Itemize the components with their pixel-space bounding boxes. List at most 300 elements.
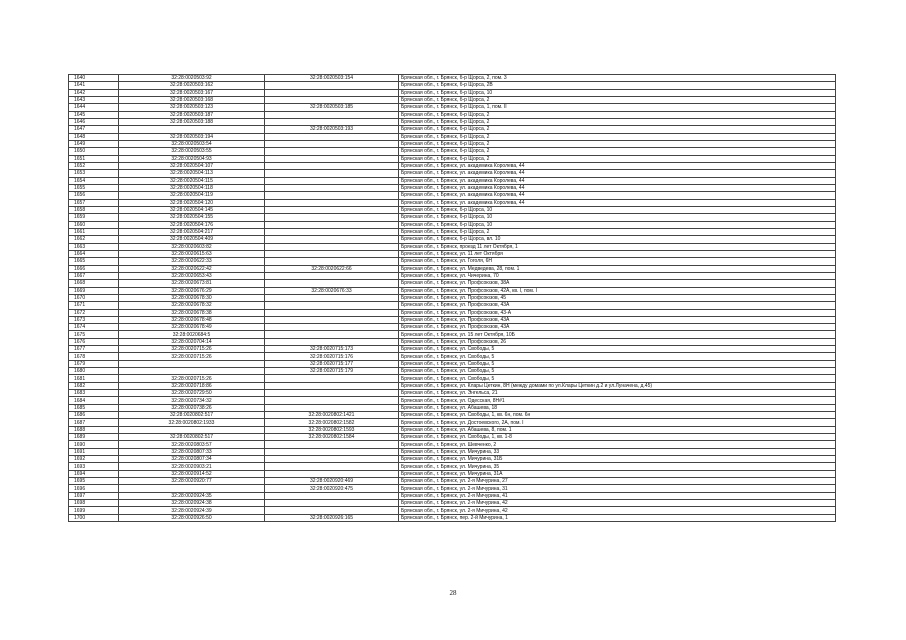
address-cell: Брянская обл., г. Брянск, ул. академика Королева, 44 [399,170,836,177]
related-cadastral-number-cell [265,331,399,338]
row-number-cell: 1678 [69,353,119,360]
cadastral-number-cell: 32:28:0020504:155 [119,214,265,221]
cadastral-number-cell: 32:28:0020603:82 [119,243,265,250]
table-row [69,412,836,419]
address-cell: Брянская обл., г. Брянск, ул. Профсоюзов, 43-А [399,309,836,316]
address-cell: Брянская обл., г. Брянск, пер. 2-й Мичурина, 1 [399,514,836,521]
related-cadastral-number-cell [265,111,399,118]
cadastral-number-cell: 32:28:0020903:21 [119,463,265,470]
address-cell: Брянская обл., г. Брянск, ул. академика Королева, 44 [399,184,836,191]
row-number-cell: 1699 [69,507,119,514]
related-cadastral-number-cell [265,243,399,250]
cadastral-number-cell: 32:28:0020678:49 [119,324,265,331]
address-cell: Брянская обл., г. Брянск, б-р Щорса, 2 [399,118,836,125]
cadastral-number-cell: 32:28:0020678:38 [119,309,265,316]
address-cell: Брянская обл., г. Брянск, ул. Свободы, 5 [399,375,836,382]
table-row [69,485,836,492]
cadastral-number-cell: 32:28:0020678:30 [119,294,265,301]
table-row [69,104,836,111]
cadastral-number-cell: 32:28:0020718:86 [119,382,265,389]
table-row [69,126,836,133]
cadastral-number-cell: 32:28:0020622:42 [119,265,265,272]
address-cell: Брянская обл., г. Брянск, ул. Свободы, 1, кв. 6н, пом. 6н [399,412,836,419]
address-cell: Брянская обл., г. Брянск, ул. академика Королева, 44 [399,192,836,199]
row-number-cell: 1643 [69,96,119,103]
address-cell: Брянская обл., г. Брянск, б-р Щорса, вл. 10 [399,236,836,243]
table-row [69,96,836,103]
row-number-cell: 1692 [69,456,119,463]
address-cell: Брянская обл., г. Брянск, ул. 2-я Мичурина, 42 [399,500,836,507]
cadastral-number-cell: 32:28:0020734:32 [119,397,265,404]
row-number-cell: 1698 [69,500,119,507]
related-cadastral-number-cell [265,463,399,470]
address-cell: Брянская обл., г. Брянск, б-р Щорса, 10 [399,221,836,228]
cadastral-number-cell: 32:28:0020504:118 [119,184,265,191]
related-cadastral-number-cell [265,89,399,96]
address-cell: Брянская обл., г. Брянск, б-р Щорса, 10 [399,214,836,221]
row-number-cell: 1674 [69,324,119,331]
related-cadastral-number-cell [265,492,399,499]
table-row [69,221,836,228]
address-cell: Брянская обл., г. Брянск, ул. Чичерина, 70 [399,272,836,279]
address-cell: Брянская обл., г. Брянск, ул. Энгельса, 21 [399,390,836,397]
cadastral-number-cell: 32:28:0020684:5 [119,331,265,338]
table-row [69,155,836,162]
table-row [69,324,836,331]
address-cell: Брянская обл., г. Брянск, б-р Щорса, 2 [399,96,836,103]
row-number-cell: 1676 [69,338,119,345]
row-number-cell: 1675 [69,331,119,338]
address-cell: Брянская обл., г. Брянск, ул. Профсоюзов, 43А [399,324,836,331]
row-number-cell: 1659 [69,214,119,221]
address-cell: Брянская обл., г. Брянск, ул. академика Королева, 44 [399,162,836,169]
related-cadastral-number-cell [265,236,399,243]
address-cell: Брянская обл., г. Брянск, ул. Достоевского, 2А, пом. I [399,419,836,426]
address-cell: Брянская обл., г. Брянск, б-р Щорса, 2 [399,155,836,162]
row-number-cell: 1672 [69,309,119,316]
cadastral-number-cell: 32:28:0020622:33 [119,258,265,265]
related-cadastral-number-cell [265,294,399,301]
table-row [69,177,836,184]
table-row [69,382,836,389]
related-cadastral-number-cell [265,155,399,162]
related-cadastral-number-cell [265,338,399,345]
address-cell: Брянская обл., г. Брянск, ул. Свободы, 5 [399,360,836,367]
cadastral-number-cell: 32:28:0020504:217 [119,228,265,235]
cadastral-number-cell: 32:28:0020678:48 [119,316,265,323]
related-cadastral-number-cell [265,96,399,103]
related-cadastral-number-cell: 32:28:0020920:475 [265,485,399,492]
related-cadastral-number-cell [265,148,399,155]
address-cell: Брянская обл., г. Брянск, ул. 11 лет Октября [399,250,836,257]
related-cadastral-number-cell [265,184,399,191]
table-row [69,353,836,360]
row-number-cell: 1685 [69,404,119,411]
table-row [69,368,836,375]
cadastral-number-cell [119,368,265,375]
address-cell: Брянская обл., г. Брянск, проезд 11 лет Октября, 1 [399,243,836,250]
address-cell: Брянская обл., г. Брянск, ул. Абашева, 8, пом. 1 [399,426,836,433]
table-row [69,302,836,309]
table-row [69,148,836,155]
address-cell: Брянская обл., г. Брянск, б-р Щорса, 2 [399,140,836,147]
related-cadastral-number-cell: 32:28:0020715:179 [265,368,399,375]
page-number: 28 [449,589,457,597]
table-row [69,82,836,89]
cadastral-number-cell: 32:28:0020503:123 [119,104,265,111]
row-number-cell: 1681 [69,375,119,382]
cadastral-number-cell: 32:28:0020803:57 [119,441,265,448]
cadastral-number-cell: 32:28:0020673:81 [119,280,265,287]
table-row [69,397,836,404]
table-row [69,463,836,470]
address-cell: Брянская обл., г. Брянск, ул. Мичурина, 31Б [399,456,836,463]
row-number-cell: 1652 [69,162,119,169]
address-cell: Брянская обл., г. Брянск, ул. Гоголя, 6Н [399,258,836,265]
cadastral-number-cell: 32:28:0020504:115 [119,177,265,184]
address-cell: Брянская обл., г. Брянск, ул. 15 лет Октября, 10Б [399,331,836,338]
table-row [69,448,836,455]
related-cadastral-number-cell [265,250,399,257]
related-cadastral-number-cell: 32:28:0020926:165 [265,514,399,521]
related-cadastral-number-cell: 32:28:0020715:177 [265,360,399,367]
cadastral-number-cell: 32:28:0020504:119 [119,192,265,199]
cadastral-number-cell: 32:28:0020504:176 [119,221,265,228]
related-cadastral-number-cell: 32:28:0020920:469 [265,478,399,485]
row-number-cell: 1644 [69,104,119,111]
row-number-cell: 1654 [69,177,119,184]
cadastral-number-cell: 32:28:0020802:517 [119,412,265,419]
related-cadastral-number-cell [265,390,399,397]
address-cell: Брянская обл., г. Брянск, ул. Профсоюзов, 45 [399,294,836,301]
table-row [69,199,836,206]
related-cadastral-number-cell [265,316,399,323]
table-row [69,507,836,514]
cadastral-number-cell: 32:28:0020924:39 [119,507,265,514]
related-cadastral-number-cell [265,272,399,279]
table-row [69,492,836,499]
row-number-cell: 1653 [69,170,119,177]
table-row [69,419,836,426]
related-cadastral-number-cell: 32:28:0020676:33 [265,287,399,294]
related-cadastral-number-cell [265,397,399,404]
row-number-cell: 1695 [69,478,119,485]
table-row [69,75,836,82]
cadastral-number-cell: 32:28:0020503:168 [119,96,265,103]
cadastral-number-cell: 32:28:0020807:34 [119,456,265,463]
cadastral-number-cell [119,360,265,367]
table-row [69,404,836,411]
cadastral-number-cell: 32:28:0020503:162 [119,82,265,89]
row-number-cell: 1641 [69,82,119,89]
row-number-cell: 1657 [69,199,119,206]
table-row [69,426,836,433]
row-number-cell: 1660 [69,221,119,228]
row-number-cell: 1640 [69,75,119,82]
table-row [69,250,836,257]
related-cadastral-number-cell: 32:28:0020802:1421 [265,412,399,419]
address-cell: Брянская обл., г. Брянск, ул. Свободы, 5 [399,353,836,360]
row-number-cell: 1694 [69,470,119,477]
table-row [69,206,836,213]
cadastral-number-cell: 32:28:0020715:26 [119,375,265,382]
row-number-cell: 1666 [69,265,119,272]
address-cell: Брянская обл., г. Брянск, ул. Шевченко, 2 [399,441,836,448]
cadastral-number-cell: 32:28:0020503:54 [119,140,265,147]
address-cell: Брянская обл., г. Брянск, ул. Абашева, 18 [399,404,836,411]
cadastral-number-cell: 32:28:0020802:517 [119,434,265,441]
related-cadastral-number-cell [265,470,399,477]
address-cell: Брянская обл., г. Брянск, б-р Щорса, 10 [399,206,836,213]
related-cadastral-number-cell [265,324,399,331]
related-cadastral-number-cell [265,199,399,206]
address-cell: Брянская обл., г. Брянск, б-р Щорса, 2, пом. 3 [399,75,836,82]
row-number-cell: 1651 [69,155,119,162]
row-number-cell: 1689 [69,434,119,441]
table-row [69,346,836,353]
cadastral-number-cell: 32:28:0020503:194 [119,133,265,140]
related-cadastral-number-cell [265,170,399,177]
cadastral-number-cell: 32:28:0020920:77 [119,478,265,485]
row-number-cell: 1664 [69,250,119,257]
address-cell: Брянская обл., г. Брянск, ул. 2-я Мичурина, 42 [399,507,836,514]
table-row [69,441,836,448]
related-cadastral-number-cell: 32:28:0020503:154 [265,75,399,82]
address-cell: Брянская обл., г. Брянск, б-р Щорса, 2 [399,228,836,235]
table-row [69,456,836,463]
address-cell: Брянская обл., г. Брянск, ул. Клары Цеткин, 8Н (между домами по ул.Клары Цеткин д.2 и ул.Луначена, д.45) [399,382,836,389]
cadastral-number-cell: 32:28:0020715:26 [119,346,265,353]
cadastral-number-cell: 32:28:0020924:38 [119,500,265,507]
related-cadastral-number-cell [265,456,399,463]
related-cadastral-number-cell: 32:28:0020802:1582 [265,419,399,426]
cadastral-number-cell: 32:28:0020615:63 [119,250,265,257]
related-cadastral-number-cell: 32:28:0020622:66 [265,265,399,272]
cadastral-number-cell: 32:28:0020807:33 [119,448,265,455]
row-number-cell: 1645 [69,111,119,118]
related-cadastral-number-cell [265,228,399,235]
related-cadastral-number-cell: 32:28:0020503:185 [265,104,399,111]
cadastral-number-cell: 32:28:0020738:26 [119,404,265,411]
address-cell: Брянская обл., г. Брянск, ул. 2-я Мичурина, 27 [399,478,836,485]
table-row [69,338,836,345]
address-cell: Брянская обл., г. Брянск, ул. Медведева, 28, пом. 1 [399,265,836,272]
row-number-cell: 1682 [69,382,119,389]
related-cadastral-number-cell: 32:28:0020802:1584 [265,434,399,441]
address-cell: Брянская обл., г. Брянск, ул. Профсоюзов, 43А [399,302,836,309]
address-cell: Брянская обл., г. Брянск, ул. Мичурина, 33 [399,448,836,455]
row-number-cell: 1665 [69,258,119,265]
cadastral-number-cell: 32:28:0020676:29 [119,287,265,294]
related-cadastral-number-cell [265,221,399,228]
address-cell: Брянская обл., г. Брянск, ул. 2-я Мичурина, 31 [399,485,836,492]
table-row [69,89,836,96]
table-row [69,162,836,169]
row-number-cell: 1688 [69,426,119,433]
row-number-cell: 1677 [69,346,119,353]
row-number-cell: 1647 [69,126,119,133]
address-cell: Брянская обл., г. Брянск, б-р Щорса, 10 [399,89,836,96]
row-number-cell: 1696 [69,485,119,492]
registry-table-body [69,75,836,522]
related-cadastral-number-cell [265,404,399,411]
row-number-cell: 1656 [69,192,119,199]
table-row [69,111,836,118]
cadastral-number-cell: 32:28:0020504:93 [119,155,265,162]
related-cadastral-number-cell [265,140,399,147]
cadastral-number-cell: 32:28:0020504:113 [119,170,265,177]
table-row [69,133,836,140]
table-row [69,272,836,279]
address-cell: Брянская обл., г. Брянск, ул. Мичурина, 35 [399,463,836,470]
table-row [69,140,836,147]
cadastral-number-cell: 32:28:0020653:43 [119,272,265,279]
related-cadastral-number-cell [265,82,399,89]
row-number-cell: 1655 [69,184,119,191]
cadastral-number-cell: 32:28:0020715:26 [119,353,265,360]
related-cadastral-number-cell [265,309,399,316]
cadastral-number-cell: 32:28:0020914:52 [119,470,265,477]
row-number-cell: 1658 [69,206,119,213]
row-number-cell: 1683 [69,390,119,397]
row-number-cell: 1693 [69,463,119,470]
row-number-cell: 1668 [69,280,119,287]
address-cell: Брянская обл., г. Брянск, б-р Щорса, 1, пом. II [399,104,836,111]
row-number-cell: 1671 [69,302,119,309]
related-cadastral-number-cell [265,280,399,287]
table-row [69,192,836,199]
row-number-cell: 1690 [69,441,119,448]
address-cell: Брянская обл., г. Брянск, б-р Щорса, 2 [399,111,836,118]
related-cadastral-number-cell [265,302,399,309]
address-cell: Брянская обл., г. Брянск, ул. академика Королева, 44 [399,199,836,206]
table-row [69,316,836,323]
address-cell: Брянская обл., г. Брянск, ул. Профсоюзов, 42А, кв. I, пом. I [399,287,836,294]
cadastral-number-cell: 32:28:0020504:120 [119,199,265,206]
related-cadastral-number-cell [265,500,399,507]
address-cell: Брянская обл., г. Брянск, ул. Профсоюзов, 26 [399,338,836,345]
related-cadastral-number-cell: 32:28:0020802:1593 [265,426,399,433]
address-cell: Брянская обл., г. Брянск, ул. Одесская, 8Н#1 [399,397,836,404]
cadastral-number-cell: 32:28:0020924:35 [119,492,265,499]
row-number-cell: 1700 [69,514,119,521]
cadastral-number-cell: 32:28:0020503:187 [119,111,265,118]
row-number-cell: 1662 [69,236,119,243]
table-row [69,258,836,265]
cadastral-number-cell: 32:28:0020704:14 [119,338,265,345]
table-row [69,331,836,338]
row-number-cell: 1687 [69,419,119,426]
row-number-cell: 1646 [69,118,119,125]
table-row [69,228,836,235]
table-row [69,478,836,485]
table-row [69,390,836,397]
row-number-cell: 1669 [69,287,119,294]
cadastral-number-cell: 32:28:0020678:32 [119,302,265,309]
related-cadastral-number-cell [265,177,399,184]
address-cell: Брянская обл., г. Брянск, ул. Свободы, 5 [399,368,836,375]
related-cadastral-number-cell [265,507,399,514]
cadastral-number-cell: 32:28:0020504:107 [119,162,265,169]
row-number-cell: 1673 [69,316,119,323]
row-number-cell: 1691 [69,448,119,455]
address-cell: Брянская обл., г. Брянск, ул. 2-я Мичурина, 41 [399,492,836,499]
address-cell: Брянская обл., г. Брянск, ул. Профсоюзов, 38А [399,280,836,287]
table-row [69,265,836,272]
related-cadastral-number-cell [265,206,399,213]
cadastral-number-cell: 32:28:0020503:167 [119,89,265,96]
related-cadastral-number-cell [265,214,399,221]
registry-table [68,74,836,522]
row-number-cell: 1661 [69,228,119,235]
address-cell: Брянская обл., г. Брянск, ул. Свободы, 5 [399,346,836,353]
related-cadastral-number-cell: 32:28:0020715:173 [265,346,399,353]
table-row [69,294,836,301]
table-row [69,309,836,316]
cadastral-number-cell [119,126,265,133]
related-cadastral-number-cell [265,133,399,140]
address-cell: Брянская обл., г. Брянск, ул. Мичурина, 31А [399,470,836,477]
address-cell: Брянская обл., г. Брянск, б-р Щорса, 2В [399,82,836,89]
row-number-cell: 1697 [69,492,119,499]
related-cadastral-number-cell [265,192,399,199]
related-cadastral-number-cell [265,162,399,169]
row-number-cell: 1642 [69,89,119,96]
table-row [69,243,836,250]
table-row [69,434,836,441]
related-cadastral-number-cell [265,118,399,125]
table-row [69,214,836,221]
address-cell: Брянская обл., г. Брянск, ул. академика Королева, 44 [399,177,836,184]
cadastral-number-cell: 32:28:0020729:50 [119,390,265,397]
row-number-cell: 1684 [69,397,119,404]
row-number-cell: 1648 [69,133,119,140]
row-number-cell: 1680 [69,368,119,375]
related-cadastral-number-cell: 32:28:0020715:176 [265,353,399,360]
cadastral-number-cell: 32:28:0020504:409 [119,236,265,243]
cadastral-number-cell: 32:28:0020504:145 [119,206,265,213]
row-number-cell: 1686 [69,412,119,419]
cadastral-number-cell [119,485,265,492]
row-number-cell: 1670 [69,294,119,301]
cadastral-number-cell: 32:28:0020802:1933 [119,419,265,426]
address-cell: Брянская обл., г. Брянск, б-р Щорса, 2 [399,133,836,140]
cadastral-number-cell: 32:28:0020926:50 [119,514,265,521]
related-cadastral-number-cell: 32:28:0020503:193 [265,126,399,133]
row-number-cell: 1663 [69,243,119,250]
address-cell: Брянская обл., г. Брянск, б-р Щорса, 2 [399,126,836,133]
table-row [69,287,836,294]
cadastral-number-cell: 32:28:0020503:55 [119,148,265,155]
related-cadastral-number-cell [265,448,399,455]
table-row [69,500,836,507]
address-cell: Брянская обл., г. Брянск, ул. Свободы, 1, кв. 1-8 [399,434,836,441]
table-row [69,184,836,191]
row-number-cell: 1649 [69,140,119,147]
row-number-cell: 1667 [69,272,119,279]
row-number-cell: 1679 [69,360,119,367]
cadastral-number-cell [119,426,265,433]
table-row [69,118,836,125]
cadastral-number-cell: 32:28:0020503:188 [119,118,265,125]
table-row [69,360,836,367]
table-row [69,470,836,477]
address-cell: Брянская обл., г. Брянск, ул. Профсоюзов, 43А [399,316,836,323]
cadastral-number-cell: 32:28:0020503:92 [119,75,265,82]
table-row [69,375,836,382]
table-row [69,280,836,287]
address-cell: Брянская обл., г. Брянск, б-р Щорса, 2 [399,148,836,155]
